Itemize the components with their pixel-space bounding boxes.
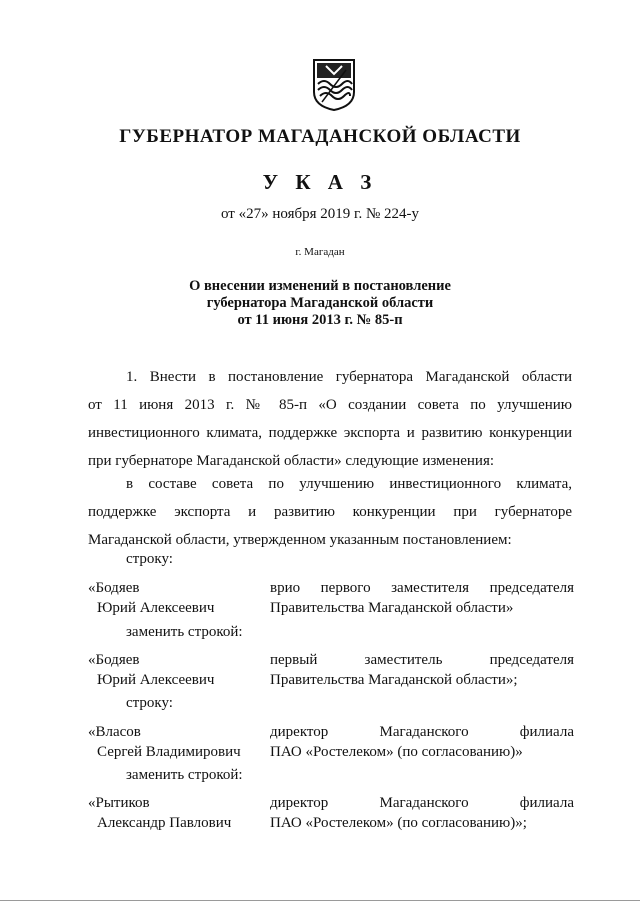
coat-of-arms-icon [312,58,356,112]
paragraph-line: Магаданской области, утвержденном указанным постановлением: [88,532,512,548]
authority-title: ГУБЕРНАТОР МАГАДАНСКОЙ ОБЛАСТИ [119,126,521,147]
entry-given-name: Юрий Алексеевич [97,672,215,688]
entry-name [88,722,268,762]
paragraph-1 [88,363,572,475]
entry-position [270,650,574,690]
position-line: врио первого заместителя председателя [270,580,574,596]
entry-surname: «Бодяев [88,580,140,596]
entry-given-name: Сергей Владимирович [97,744,241,760]
entry-position [270,578,574,618]
position-line: первый заместитель председателя [270,652,574,668]
entry-surname: «Власов [88,724,141,740]
entry-surname: «Бодяев [88,652,140,668]
scan-edge-divider [0,900,640,901]
label-replace: заменить строкой: [126,624,243,640]
entry-position [270,793,574,833]
entry-name [88,650,268,690]
subject-line: от 11 июня 2013 г. № 85-п [237,312,403,328]
subject-line: губернатора Магаданской области [206,295,434,311]
paragraph-line: инвестиционного климата, поддержке экспорта и развитию конкуренции [88,425,572,441]
document-type: У К А З [262,170,378,194]
paragraph-line: 1. Внести в постановление губернатора Магаданской области [126,369,572,385]
entry-name [88,793,268,833]
paragraph-line: поддержке экспорта и развитию конкуренции при губернаторе [88,504,572,520]
paragraph-2 [88,470,572,554]
entry-given-name: Юрий Алексеевич [97,600,215,616]
paragraph-line: в составе совета по улучшению инвестиционного климата, [126,476,572,492]
position-line: директор Магаданского филиала [270,724,574,740]
position-line: Правительства Магаданской области»; [270,672,518,688]
subject-line: О внесении изменений в постановление [189,278,451,294]
entry-position [270,722,574,762]
entry-given-name: Александр Павлович [97,815,232,831]
label-replace: заменить строкой: [126,767,243,783]
city: г. Магадан [295,246,345,258]
entry-name [88,578,268,618]
position-line: ПАО «Ростелеком» (по согласованию)» [270,744,523,760]
document-subject [0,278,640,329]
position-line: Правительства Магаданской области» [270,600,514,616]
paragraph-line: от 11 июня 2013 г. № 85-п «О создании совета по улучшению [88,397,572,413]
position-line: ПАО «Ростелеком» (по согласованию)»; [270,815,527,831]
paragraph-line: при губернаторе Магаданской области» следующие изменения: [88,453,495,469]
date-number: от «27» ноября 2019 г. № 224-у [220,206,420,222]
label-line: строку: [126,695,173,711]
position-line: директор Магаданского филиала [270,795,574,811]
entry-surname: «Рытиков [88,795,150,811]
label-line: строку: [126,551,173,567]
